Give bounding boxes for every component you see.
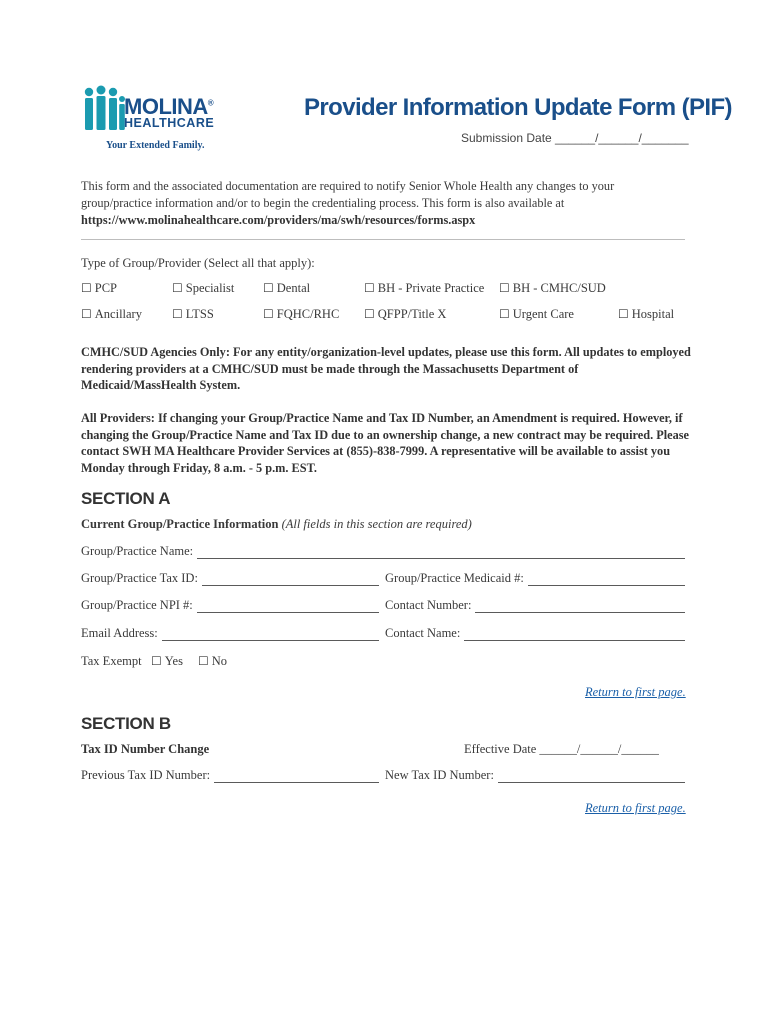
checkbox-icon: ☐: [364, 281, 375, 295]
tax-id-field[interactable]: Group/Practice Tax ID:: [81, 571, 379, 586]
cmhc-notice: CMHC/SUD Agencies Only: For any entity/organization-level updates, please use this form. All updates to employed rendering providers at a CMHC/SUD must be made through the Massachusetts Department of Medicaid/MassHealth System.: [81, 345, 691, 393]
family-figures-icon: [82, 84, 126, 132]
checkbox-ltss[interactable]: ☐ LTSS: [172, 307, 214, 321]
contact-number-field[interactable]: Contact Number:: [385, 598, 685, 613]
molina-logo: [82, 84, 232, 154]
checkbox-bh-private[interactable]: ☐ BH - Private Practice: [364, 281, 485, 295]
group-name-field[interactable]: Group/Practice Name:: [81, 544, 685, 559]
forms-url-link[interactable]: https://www.molinahealthcare.com/providers/ma/swh/resources/forms.aspx: [81, 212, 476, 227]
checkbox-dental[interactable]: ☐ Dental: [263, 281, 311, 295]
checkbox-bh-cmhc[interactable]: ☐ BH - CMHC/SUD: [499, 281, 606, 295]
provider-type-label: Type of Group/Provider (Select all that apply):: [81, 256, 315, 270]
email-field[interactable]: Email Address:: [81, 626, 379, 641]
checkbox-icon: ☐: [198, 654, 209, 668]
tax-exempt-no-checkbox[interactable]: ☐ No: [198, 654, 228, 668]
checkbox-icon: ☐: [618, 307, 629, 321]
intro-paragraph: [81, 178, 687, 228]
intro-text: This form and the associated documentation are required to notify Senior Whole Health any changes to your group/practice information and/or to begin the credentialing process. This form is also available at: [81, 179, 615, 210]
page-title: Provider Information Update Form (PIF): [304, 94, 732, 121]
checkbox-icon: ☐: [263, 307, 274, 321]
checkbox-icon: ☐: [499, 307, 510, 321]
npi-field[interactable]: Group/Practice NPI #:: [81, 598, 379, 613]
checkbox-icon: ☐: [81, 307, 92, 321]
return-to-first-page-link[interactable]: Return to first page.: [585, 685, 686, 699]
section-a-subheading: Current Group/Practice Information (All fields in this section are required): [81, 517, 472, 531]
checkbox-urgent-care[interactable]: ☐ Urgent Care: [499, 307, 574, 321]
divider: [81, 239, 685, 240]
logo-brand-line2: HEALTHCARE: [124, 116, 215, 130]
checkbox-specialist[interactable]: ☐ Specialist: [172, 281, 235, 295]
checkbox-icon: ☐: [172, 307, 183, 321]
checkbox-fqhc[interactable]: ☐ FQHC/RHC: [263, 307, 340, 321]
logo-brand-line1: MOLINA®: [124, 94, 214, 119]
checkbox-ancillary[interactable]: ☐ Ancillary: [81, 307, 142, 321]
effective-date-field[interactable]: Effective Date ______/______/______: [464, 742, 659, 756]
checkbox-icon: ☐: [263, 281, 274, 295]
checkbox-icon: ☐: [364, 307, 375, 321]
section-b-subheading: Tax ID Number Change: [81, 742, 210, 756]
checkbox-icon: ☐: [151, 654, 162, 668]
checkbox-icon: ☐: [81, 281, 92, 295]
medicaid-field[interactable]: Group/Practice Medicaid #:: [385, 571, 685, 586]
checkbox-qfpp[interactable]: ☐ QFPP/Title X: [364, 307, 447, 321]
tax-exempt-yes-checkbox[interactable]: ☐ Yes: [151, 654, 183, 668]
contact-name-field[interactable]: Contact Name:: [385, 626, 685, 641]
checkbox-icon: ☐: [499, 281, 510, 295]
checkbox-hospital[interactable]: ☐ Hospital: [618, 307, 675, 321]
tax-exempt-label: Tax Exempt: [81, 654, 142, 668]
checkbox-icon: ☐: [172, 281, 183, 295]
section-b-heading: SECTION B: [81, 714, 171, 733]
all-providers-notice: All Providers: If changing your Group/Practice Name and Tax ID Number, an Amendment is required. However, if changing the Group/Practice Name and Tax ID due to an ownership change, a new contract may be required. Please contact SWH MA Healthcare Provider Services at (855)-838-7999. A representative will be available to assist you Monday through Friday, 8 a.m. - 5 p.m. EST.: [81, 411, 690, 475]
return-to-first-page-link-b[interactable]: Return to first page.: [585, 801, 686, 815]
section-a-heading: SECTION A: [81, 489, 171, 508]
submission-date-field[interactable]: Submission Date ______/______/_______: [461, 131, 689, 145]
logo-tagline: Your Extended Family.: [106, 140, 205, 151]
previous-tax-id-field[interactable]: Previous Tax ID Number:: [81, 768, 379, 783]
new-tax-id-field[interactable]: New Tax ID Number:: [385, 768, 685, 783]
checkbox-pcp[interactable]: ☐ PCP: [81, 281, 118, 295]
